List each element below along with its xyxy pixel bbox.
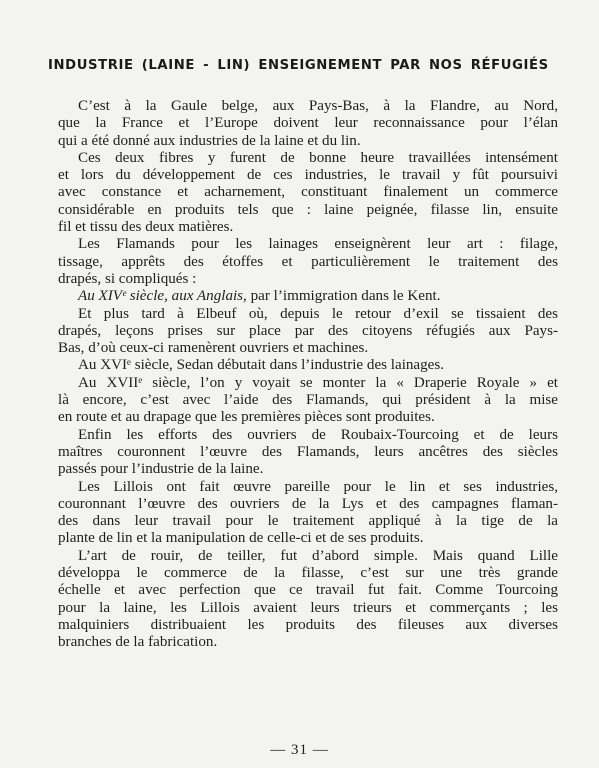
page-heading: INDUSTRIE (LAINE - LIN) ENSEIGNEMENT PAR NOS RÉFUGIÉS: [48, 58, 549, 73]
text-line: échelle et avec perfection que ce travail fut fait. Comme Tourcoing: [58, 582, 558, 599]
text-line: Enfin les efforts des ouvriers de Roubaix-Tourcoing et de leurs: [78, 426, 558, 443]
text-line: plante de lin et la manipulation de celle-ci et de ses produits.: [58, 530, 424, 547]
text-line: des dans leur travail pour le traitement appliqué à la tige de la: [58, 513, 558, 530]
text-line: avec constance et acharnement, constituant finalement un commerce: [58, 184, 558, 201]
text-line: Ces deux fibres y furent de bonne heure travaillées intensément: [78, 149, 558, 166]
text-line: L’art de rouir, de teiller, fut d’abord simple. Mais quand Lille: [78, 547, 558, 564]
text-line: qui a été donné aux industries de la laine et du lin.: [58, 132, 361, 149]
text-line: tissage, apprêts des étoffes et particulièrement le traitement des: [58, 253, 558, 270]
text-line: fil et tissu des deux matières.: [58, 219, 234, 236]
text-line: et lors du développement de ces industries, le travail y fût poursuivi: [58, 167, 558, 184]
text-line: considérable en produits tels que : laine peignée, filasse lin, ensuite: [58, 201, 558, 218]
text-line: C’est à la Gaule belge, aux Pays-Bas, à la Flandre, au Nord,: [78, 98, 558, 114]
text-line: que la France et l’Europe doivent leur reconnaissance pour l’élan: [58, 115, 558, 132]
text-line: Les Lillois ont fait œuvre pareille pour le lin et ses industries,: [78, 478, 558, 495]
text-line: maîtres couronnent l’œuvre des Flamands, leurs ancêtres des siècles: [58, 443, 558, 460]
text-line: Au XVIIᵉ siècle, l’on y voyait se monter la « Draperie Royale » et: [78, 374, 558, 391]
text-line: Au XVIᵉ siècle, Sedan débutait dans l’industrie des lainages.: [78, 357, 445, 374]
text-line: drapés, si compliqués :: [58, 270, 197, 287]
text-line: Les Flamands pour les lainages enseignèrent leur art : filage,: [78, 236, 558, 253]
text-line: développa le commerce de la filasse, c’est sur une très grande: [58, 565, 558, 582]
text-line: là encore, c’est avec l’aide des Flamands, qui président à la mise: [58, 392, 558, 409]
text-line: passés pour l’industrie de la laine.: [58, 461, 264, 478]
text-line: malquiniers distribuaient les produits des fileuses aux diverses: [58, 616, 558, 633]
text-line: drapés, leçons prises sur place par des citoyens réfugiés aux Pays-: [58, 322, 558, 339]
text-line: couronnant l’œuvre des ouvriers de la Lys et des campagnes flaman-: [58, 495, 558, 512]
body-text: [58, 98, 558, 652]
text-line: branches de la fabrication.: [58, 634, 218, 651]
text-line: Au XIVᵉ siècle, aux Anglais, par l’immigration dans le Kent.: [78, 288, 441, 305]
text-line: en route et au drapage que les premières pièces sont produites.: [58, 409, 435, 426]
text-line: pour la laine, les Lillois avaient leurs trieurs et commerçants ; les: [58, 599, 558, 616]
text-line: Bas, d’où ceux-ci ramenèrent ouvriers et machines.: [58, 340, 369, 357]
page-number: — 31 —: [270, 742, 329, 758]
text-line: Et plus tard à Elbeuf où, depuis le retour d’exil se tissaient des: [78, 305, 558, 322]
